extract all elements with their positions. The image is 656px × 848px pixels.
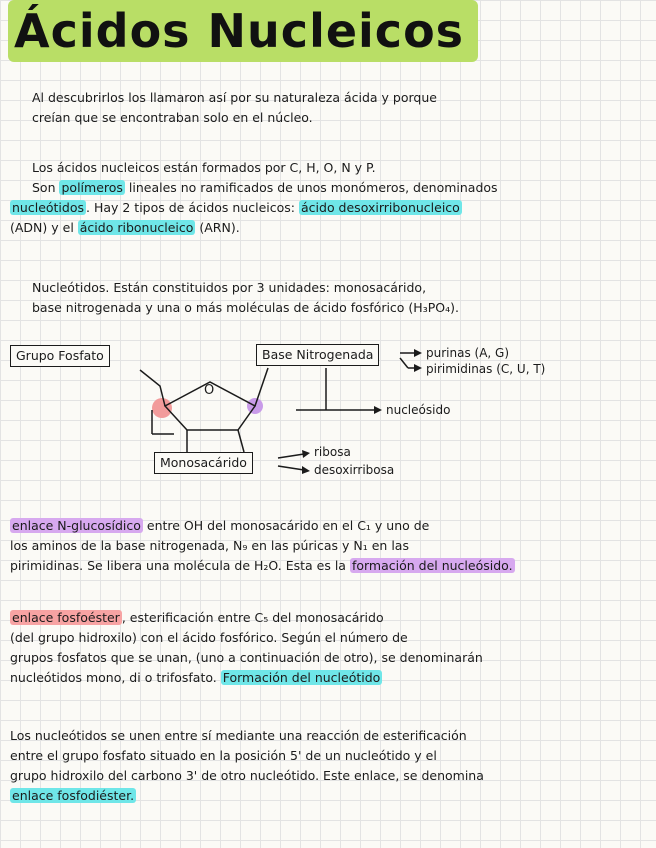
text-line: grupos fosfatos que se unan, (uno a continuación de otro), se denominarán <box>10 650 483 665</box>
text-line: los aminos de la base nitrogenada, N₉ en las púricas y N₁ en las <box>10 538 409 553</box>
nitrogen-base-box: Base Nitrogenada <box>256 344 379 366</box>
highlight-polimeros: polímeros <box>61 180 123 195</box>
highlight-arn: ácido ribonucleico <box>79 220 194 235</box>
highlight-glycosidic: enlace N-glucosídico <box>12 518 141 533</box>
text-line: nucleótidos mono, di o trifosfato. Formación del nucleótido <box>10 670 381 685</box>
text-line: Son polímeros lineales no ramificados de unos monómeros, denominados <box>32 180 498 195</box>
text-line: entre el grupo fosfato situado en la posición 5' de un nucleótido y el <box>10 748 437 763</box>
glycosidic-paragraph <box>10 516 646 576</box>
highlight-nucleotide-formation: Formación del nucleótido <box>222 670 381 685</box>
text-line: Los nucleótidos se unen entre sí mediante una reacción de esterificación <box>10 728 467 743</box>
text-line: Nucleótidos. Están constituidos por 3 unidades: monosacárido, <box>32 280 427 295</box>
pyrimidines-label: pirimidinas (C, U, T) <box>426 362 546 376</box>
text-line: (ADN) y el ácido ribonucleico (ARN). <box>10 220 240 235</box>
text-line: Al descubrirlos los llamaron así por su naturaleza ácida y porque <box>32 90 437 105</box>
phosphodiester-paragraph <box>10 726 646 806</box>
text-line: enlace fosfoéster , esterificación entre C₅ del monosacárido <box>12 610 384 625</box>
text-line: enlace N-glucosídico entre OH del monosacárido en el C₁ y uno de <box>12 518 430 533</box>
text-line: (del grupo hidroxilo) con el ácido fosfórico. Según el número de <box>10 630 408 645</box>
phosphoester-paragraph <box>10 608 646 688</box>
ribose-label: ribosa <box>314 445 351 459</box>
phosphate-group-box: Grupo Fosfato <box>10 345 110 367</box>
text-line: Los ácidos nucleicos están formados por C, H, O, N y P. <box>32 160 376 175</box>
deoxyribose-label: desoxirribosa <box>314 463 395 477</box>
text-line <box>10 786 646 806</box>
highlight-phosphodiester: enlace fosfodiéster. <box>12 788 135 803</box>
highlight-nucleotidos: nucleótidos <box>12 200 84 215</box>
ring-oxygen-label: O <box>204 383 215 398</box>
text-line: grupo hidroxilo del carbono 3' de otro nucleótido. Este enlace, se denomina <box>10 768 484 783</box>
highlight-adn: ácido desoxirribonucleico <box>301 200 460 215</box>
text-line: pirimidinas. Se libera una molécula de H₂O. Esta es la formación del nucleósido. <box>10 558 513 573</box>
highlight-nucleoside-formation: formación del nucleósido. <box>351 558 513 573</box>
text-line: base nitrogenada y una o más moléculas de ácido fosfórico (H₃PO₄). <box>32 300 459 315</box>
text-line: creían que se encontraban solo en el núcleo. <box>32 110 313 125</box>
monosaccharide-box: Monosacárido <box>154 452 253 474</box>
highlight-phosphoester: enlace fosfoéster <box>12 610 120 625</box>
purines-label: purinas (A, G) <box>426 346 510 360</box>
text-line: nucleótidos . Hay 2 tipos de ácidos nucleicos: ácido desoxirribonucleico <box>12 200 460 215</box>
nucleoside-label: nucleósido <box>386 403 451 417</box>
page-title: Ácidos Nucleicos <box>8 0 478 62</box>
phosphate-dot <box>152 398 172 418</box>
